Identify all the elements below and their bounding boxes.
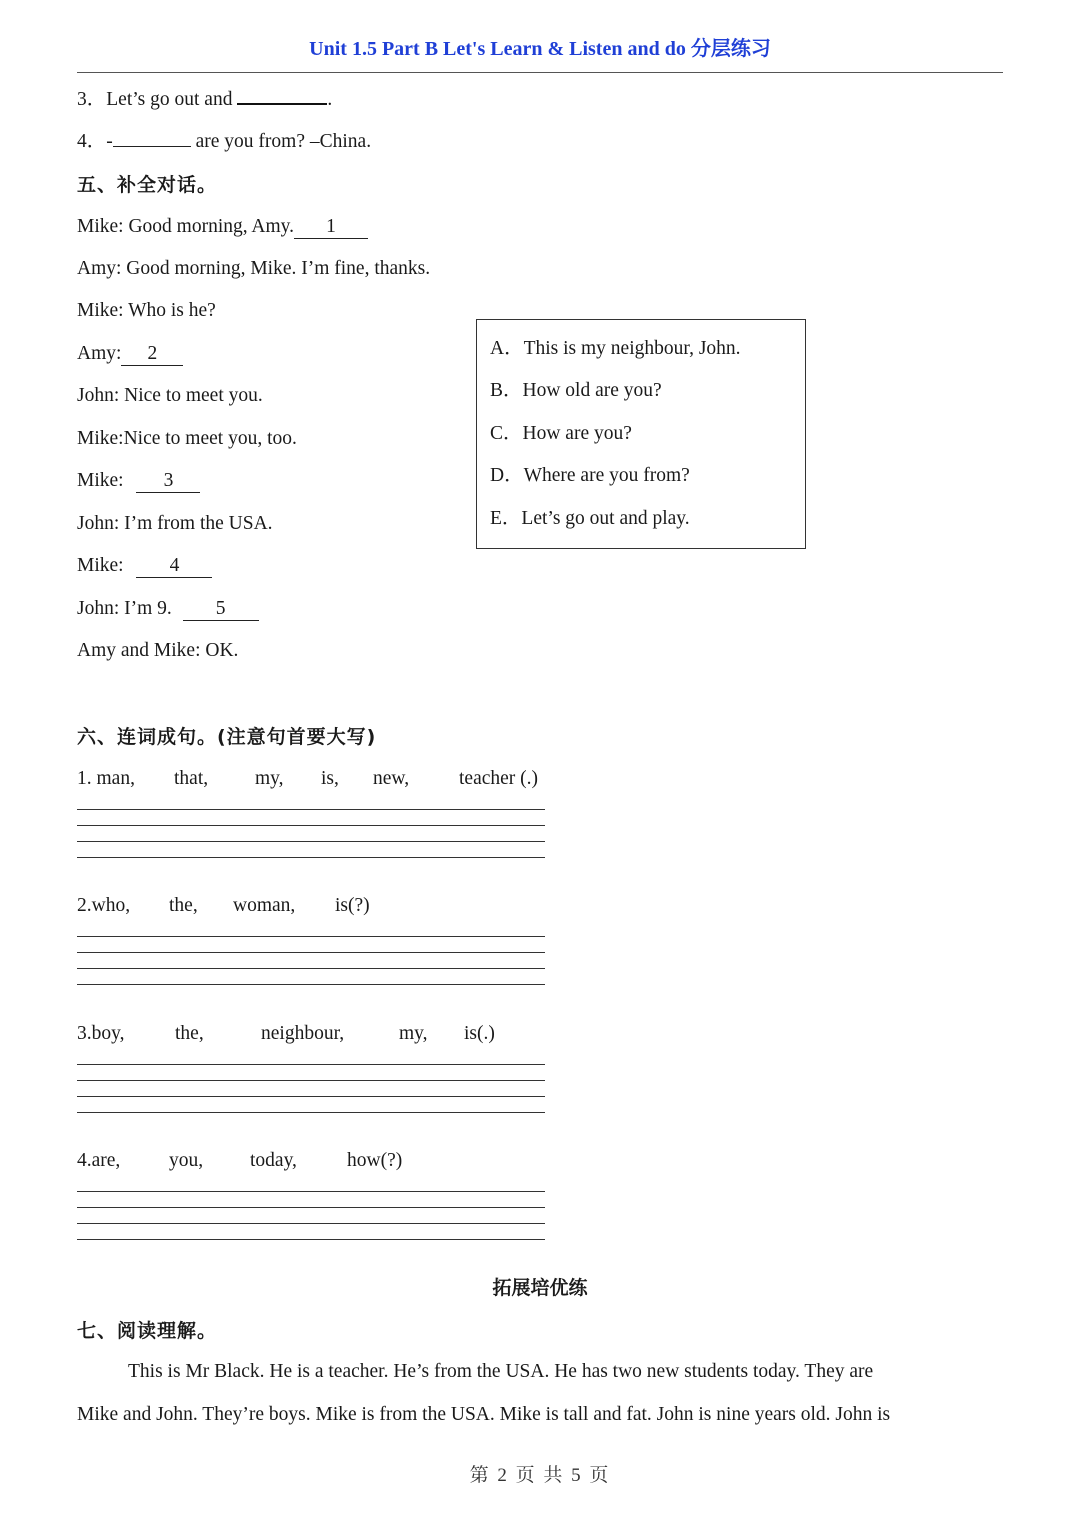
writing-line[interactable] xyxy=(77,968,545,969)
dialogue-text: Mike: Good morning, Amy. xyxy=(77,216,295,237)
dialogue-blank-3[interactable]: 3 xyxy=(136,470,200,493)
scramble-question-4 xyxy=(77,1147,557,1175)
dialogue-blank-4[interactable]: 4 xyxy=(136,555,212,578)
dialogue-line xyxy=(77,340,183,368)
scramble-word: is, xyxy=(321,768,339,789)
option-a: A．This is my neighbour, John. xyxy=(490,338,741,359)
scramble-word: how(?) xyxy=(347,1150,403,1171)
writing-line[interactable] xyxy=(77,1080,545,1081)
dialogue-blank-5[interactable]: 5 xyxy=(183,598,259,621)
option-b: B．How old are you? xyxy=(490,380,662,401)
dialogue-line: Mike:Nice to meet you, too. xyxy=(77,428,297,449)
extension-title: 拓展培优练 xyxy=(492,1277,588,1299)
scramble-question-2 xyxy=(77,892,557,920)
scramble-word: today, xyxy=(250,1150,297,1171)
scramble-word: woman, xyxy=(233,895,296,916)
page-footer: 第 2 页 共 5 页 xyxy=(469,1465,611,1486)
writing-line[interactable] xyxy=(77,1223,545,1224)
scramble-word: new, xyxy=(373,768,410,789)
scramble-word: 4.are, xyxy=(77,1150,121,1171)
dialogue-line xyxy=(77,595,259,623)
writing-line[interactable] xyxy=(77,809,545,810)
dialogue-blank-1[interactable]: 1 xyxy=(294,216,368,239)
dialogue-line: Amy: Good morning, Mike. I’m fine, thanks. xyxy=(77,258,431,279)
scramble-question-3 xyxy=(77,1020,557,1048)
question-suffix: . xyxy=(327,89,333,110)
question-text: 3．Let’s go out and xyxy=(77,89,238,110)
question-4-4 xyxy=(77,128,371,156)
scramble-word: 1. man, xyxy=(77,768,135,789)
section-7-heading: 七、阅读理解。 xyxy=(77,1320,218,1342)
section-6-heading: 六、连词成句。(注意句首要大写) xyxy=(77,726,377,748)
writing-line[interactable] xyxy=(77,1239,545,1240)
answer-blank[interactable] xyxy=(237,103,327,105)
dialogue-text: Amy: xyxy=(77,343,122,364)
writing-line[interactable] xyxy=(77,825,545,826)
scramble-word: teacher (.) xyxy=(459,768,539,789)
dialogue-text: Mike: xyxy=(77,470,129,491)
reading-passage-line-2: Mike and John. They’re boys. Mike is from the USA. Mike is tall and fat. John is nine years old. John is xyxy=(77,1404,891,1425)
writing-line[interactable] xyxy=(77,1096,545,1097)
header-divider xyxy=(77,72,1003,73)
page-header-title: Unit 1.5 Part B Let's Learn & Listen and do 分层练习 xyxy=(309,38,771,60)
answer-blank[interactable] xyxy=(113,146,191,147)
scramble-word: the, xyxy=(175,1023,204,1044)
writing-line[interactable] xyxy=(77,952,545,953)
dialogue-line: Amy and Mike: OK. xyxy=(77,640,239,661)
writing-line[interactable] xyxy=(77,1207,545,1208)
scramble-word: you, xyxy=(169,1150,204,1171)
question-text: 4．- xyxy=(77,131,113,152)
scramble-word: is(?) xyxy=(335,895,370,916)
question-suffix: are you from? –China. xyxy=(190,131,372,152)
writing-line[interactable] xyxy=(77,1064,545,1065)
scramble-word: 2.who, xyxy=(77,895,131,916)
dialogue-line: John: Nice to meet you. xyxy=(77,385,263,406)
writing-line[interactable] xyxy=(77,857,545,858)
scramble-word: that, xyxy=(174,768,209,789)
dialogue-line: Mike: Who is he? xyxy=(77,300,216,321)
option-d: D．Where are you from? xyxy=(490,465,690,486)
dialogue-text: John: I’m 9. xyxy=(77,598,177,619)
scramble-word: 3.boy, xyxy=(77,1023,125,1044)
dialogue-line xyxy=(77,467,200,495)
option-e: E．Let’s go out and play. xyxy=(490,508,690,529)
option-c: C．How are you? xyxy=(490,423,632,444)
dialogue-blank-2[interactable]: 2 xyxy=(121,343,183,366)
scramble-word: my, xyxy=(255,768,284,789)
section-5-heading: 五、补全对话。 xyxy=(77,174,218,196)
dialogue-text: Mike: xyxy=(77,555,129,576)
writing-line[interactable] xyxy=(77,1191,545,1192)
dialogue-line xyxy=(77,213,368,241)
writing-line[interactable] xyxy=(77,936,545,937)
writing-line[interactable] xyxy=(77,841,545,842)
scramble-word: is(.) xyxy=(464,1023,495,1044)
scramble-word: the, xyxy=(169,895,198,916)
scramble-word: my, xyxy=(399,1023,428,1044)
question-4-3 xyxy=(77,86,332,114)
dialogue-line xyxy=(77,552,212,580)
scramble-word: neighbour, xyxy=(261,1023,345,1044)
writing-line[interactable] xyxy=(77,1112,545,1113)
scramble-question-1 xyxy=(77,765,557,793)
dialogue-line: John: I’m from the USA. xyxy=(77,513,273,534)
writing-line[interactable] xyxy=(77,984,545,985)
reading-passage-line-1: This is Mr Black. He is a teacher. He’s from the USA. He has two new students today. They are xyxy=(128,1361,874,1382)
